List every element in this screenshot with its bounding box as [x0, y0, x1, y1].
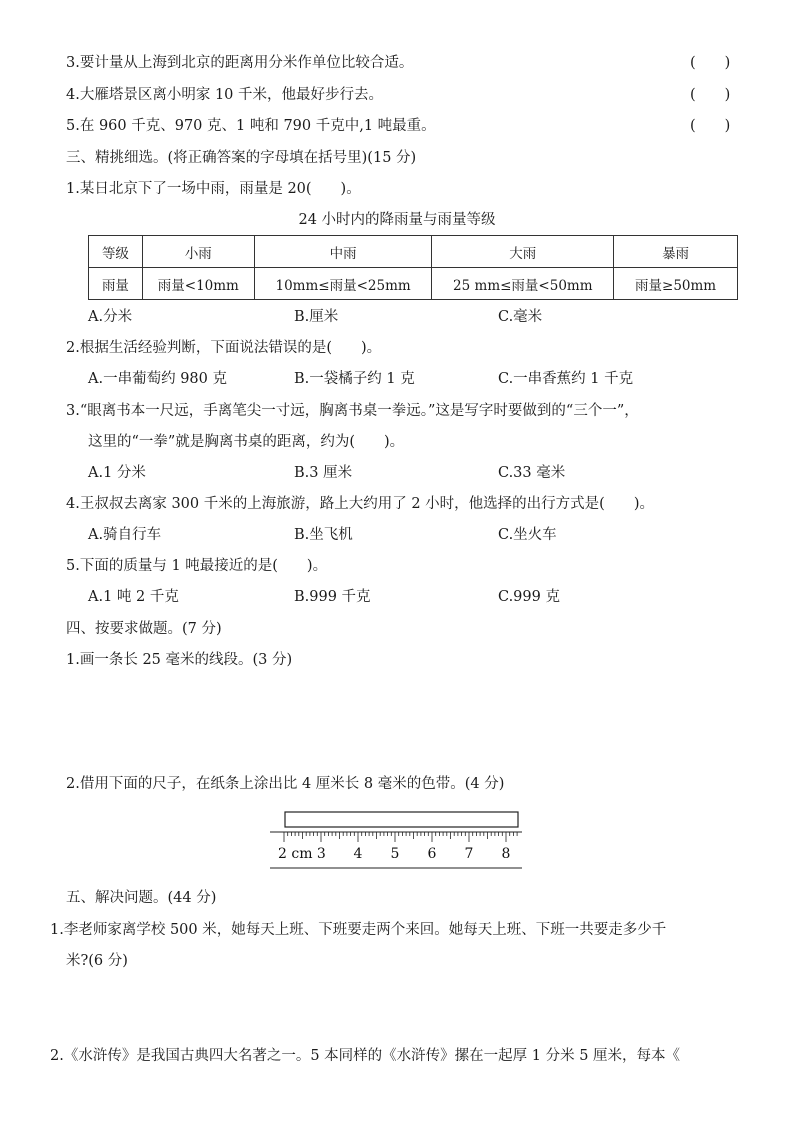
table-header-row [89, 236, 738, 268]
judgement-q4: 4.大雁塔景区离小明家 10 千米，他最好步行去。 [66, 87, 384, 103]
ruler-label: 4 [353, 846, 363, 862]
table-cell: 25 mm≤雨量<50mm [432, 268, 614, 300]
ruler-label: 2 cm 3 [278, 846, 326, 862]
s5-q2-line1: 2.《水浒传》是我国古典四大名著之一。5 本同样的《水浒传》摞在一起厚 1 分米 5 厘米，每本《 [50, 1048, 681, 1064]
option-a: A.一串葡萄约 980 克 [88, 371, 227, 387]
option-c: C.毫米 [498, 309, 543, 325]
s3-q3-line2: 这里的“一拳”就是胸离书桌的距离，约为( )。 [88, 434, 405, 450]
s5-q1-line1: 1.李老师家离学校 500 米，她每天上班、下班要走两个来回。她每天上班、下班一共要走多少千 [50, 922, 667, 938]
table-caption: 24 小时内的降雨量与雨量等级 [298, 212, 496, 228]
answer-paren[interactable]: ( ) [690, 118, 731, 134]
option-b: B.坐飞机 [294, 527, 353, 543]
ruler-label: 8 [501, 846, 511, 862]
s4-q1-text: 1.画一条长 25 毫米的线段。(3 分) [66, 652, 293, 668]
option-a: A.1 吨 2 千克 [88, 589, 179, 605]
section-3-title: 三、精挑细选。(将正确答案的字母填在括号里)(15 分) [66, 150, 417, 166]
s3-q1-text: 1.某日北京下了一场中雨，雨量是 20( )。 [66, 181, 361, 197]
option-b: B.厘米 [294, 309, 339, 325]
s4-q2-text: 2.借用下面的尺子，在纸条上涂出比 4 厘米长 8 毫米的色带。(4 分) [66, 776, 505, 792]
option-c: C.坐火车 [498, 527, 557, 543]
s3-q3-line1: 3.“眼离书本一尺远，手离笔尖一寸远，胸离书桌一拳远。”这是写字时要做到的“三个一”， [66, 403, 639, 419]
table-row [89, 268, 738, 300]
ruler-label: 6 [427, 846, 437, 862]
section-4-title: 四、按要求做题。(7 分) [66, 621, 222, 637]
ruler-label: 5 [390, 846, 400, 862]
option-c: C.999 克 [498, 589, 560, 605]
judgement-q5: 5.在 960 千克、970 克、1 吨和 790 千克中,1 吨最重。 [66, 118, 436, 134]
table-cell: 雨量<10mm [142, 268, 254, 300]
table-cell: 中雨 [254, 236, 432, 268]
table-cell: 雨量≥50mm [614, 268, 738, 300]
option-a: A.分米 [88, 309, 133, 325]
table-cell: 等级 [89, 236, 143, 268]
table-cell: 雨量 [89, 268, 143, 300]
option-b: B.999 千克 [294, 589, 371, 605]
option-a: A.1 分米 [88, 465, 146, 481]
judgement-q3: 3.要计量从上海到北京的距离用分米作单位比较合适。 [66, 55, 414, 71]
table-cell: 10mm≤雨量<25mm [254, 268, 432, 300]
option-c: C.33 毫米 [498, 465, 566, 481]
paper-strip[interactable] [285, 812, 518, 827]
s3-q5-text: 5.下面的质量与 1 吨最接近的是( )。 [66, 558, 328, 574]
section-5-title: 五、解决问题。(44 分) [66, 890, 217, 906]
answer-paren[interactable]: ( ) [690, 87, 731, 103]
option-a: A.骑自行车 [88, 527, 162, 543]
table-cell: 暴雨 [614, 236, 738, 268]
s3-q4-text: 4.王叔叔去离家 300 千米的上海旅游，路上大约用了 2 小时，他选择的出行方式是( )。 [66, 496, 654, 512]
option-c: C.一串香蕉约 1 千克 [498, 371, 634, 387]
option-b: B.3 厘米 [294, 465, 353, 481]
s3-q2-text: 2.根据生活经验判断，下面说法错误的是( )。 [66, 340, 382, 356]
table-cell: 小雨 [142, 236, 254, 268]
s5-q1-line2: 米?(6 分) [66, 953, 128, 969]
ruler-figure [268, 808, 524, 872]
ruler-label: 7 [464, 846, 474, 862]
table-cell: 大雨 [432, 236, 614, 268]
option-b: B.一袋橘子约 1 克 [294, 371, 415, 387]
answer-paren[interactable]: ( ) [690, 55, 731, 71]
rainfall-table [88, 235, 738, 300]
ruler-ticks [284, 832, 517, 842]
